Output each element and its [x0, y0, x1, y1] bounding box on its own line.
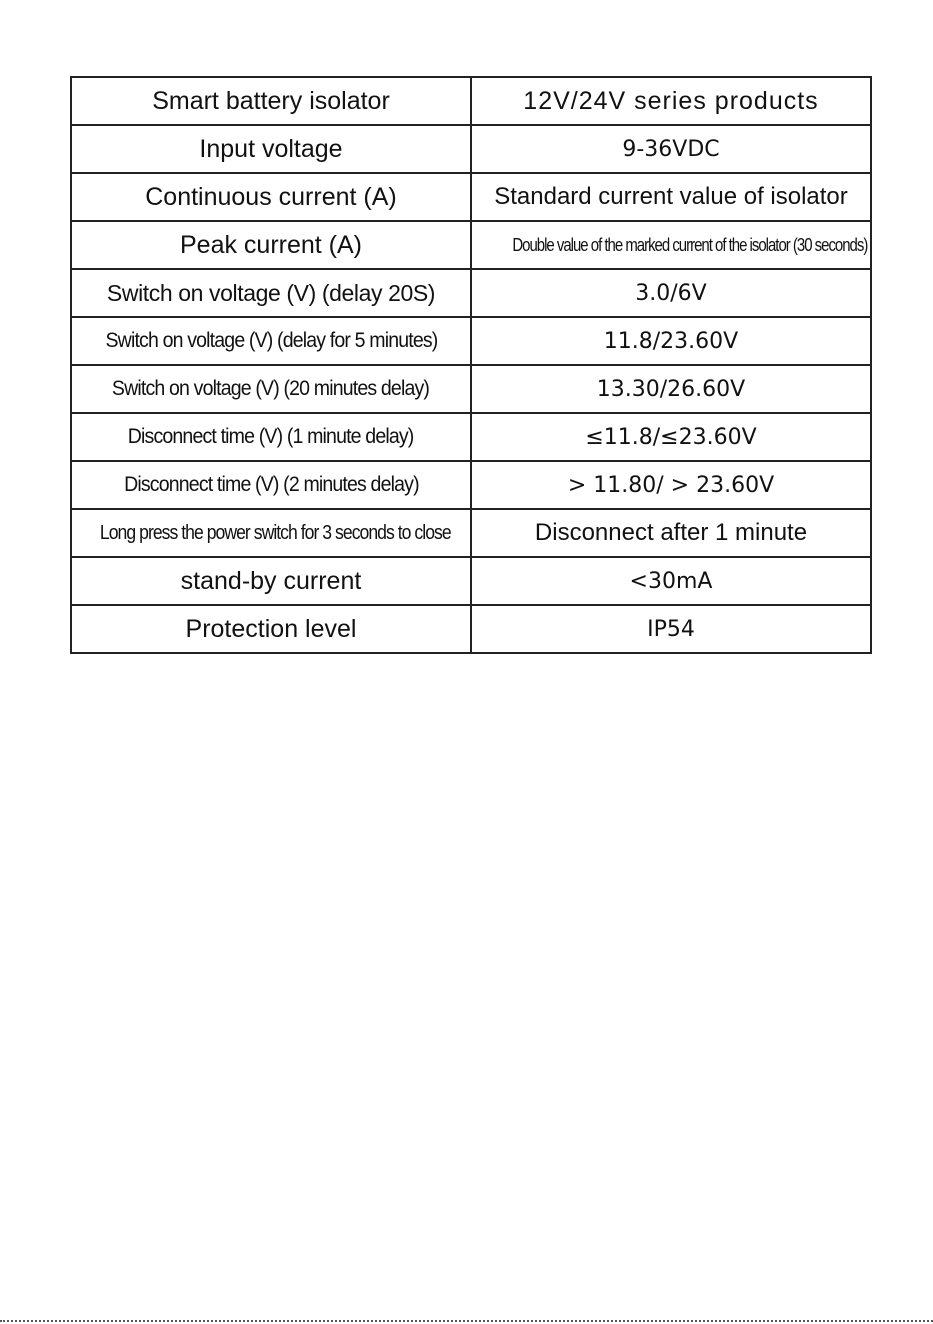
table-row [71, 77, 871, 125]
spec-value: > 11.80/ > 23.60V [567, 472, 775, 498]
spec-value: IP54 [647, 616, 695, 642]
spec-label-cell [71, 173, 471, 221]
table-row [71, 125, 871, 173]
spec-value-cell [471, 317, 871, 365]
spec-value: Disconnect after 1 minute [534, 519, 808, 546]
table-row [71, 461, 871, 509]
spec-label: Smart battery isolator [152, 86, 390, 115]
table-row [71, 509, 871, 557]
spec-value: Double value of the marked current of the isolator (30 seconds) [512, 234, 868, 255]
table-row [71, 317, 871, 365]
spec-value-cell [471, 173, 871, 221]
spec-value: ≤11.8/≤23.60V [585, 424, 757, 450]
spec-label: Protection level [185, 614, 357, 643]
spec-label: stand-by current [180, 566, 362, 595]
spec-label: Disconnect time (V) (2 minutes delay) [123, 473, 419, 496]
spec-value-cell [471, 365, 871, 413]
spec-label-cell [71, 125, 471, 173]
spec-label-cell [71, 605, 471, 653]
spec-label: Switch on voltage (V) (delay for 5 minutes) [105, 329, 437, 352]
spec-value: 3.0/6V [635, 280, 707, 306]
spec-label: Input voltage [199, 134, 343, 163]
spec-label: Peak current (A) [179, 230, 362, 259]
spec-label-cell [71, 221, 471, 269]
spec-value-cell [471, 461, 871, 509]
spec-label: Continuous current (A) [145, 182, 397, 211]
spec-value: 9-36VDC [622, 136, 720, 162]
spec-label-cell [71, 365, 471, 413]
table-row [71, 173, 871, 221]
spec-label-cell [71, 461, 471, 509]
spec-label-cell [71, 317, 471, 365]
table-row [71, 269, 871, 317]
spec-label-cell [71, 509, 471, 557]
spec-value: 11.8/23.60V [603, 328, 739, 354]
table-row [71, 605, 871, 653]
spec-value-cell [471, 413, 871, 461]
spec-label: Long press the power switch for 3 seconds to close [99, 521, 451, 544]
spec-label-cell [71, 77, 471, 125]
spec-value-cell [471, 221, 871, 269]
table-row [71, 557, 871, 605]
spec-label: Disconnect time (V) (1 minute delay) [128, 425, 414, 448]
spec-value-cell [471, 605, 871, 653]
spec-value-cell [471, 509, 871, 557]
spec-value: <30mA [629, 568, 713, 594]
table-row [71, 221, 871, 269]
spec-value-cell [471, 77, 871, 125]
spec-value-cell [471, 557, 871, 605]
table-row [71, 413, 871, 461]
spec-label: Switch on voltage (V) (20 minutes delay) [112, 377, 430, 400]
spec-label-cell [71, 557, 471, 605]
spec-value: 13.30/26.60V [596, 376, 746, 402]
spec-label-cell [71, 413, 471, 461]
spec-value: Standard current value of isolator [494, 183, 848, 210]
page-bottom-divider [0, 1320, 933, 1322]
spec-value: 12V/24V series products [523, 86, 819, 115]
spec-value-cell [471, 269, 871, 317]
table-row [71, 365, 871, 413]
spec-value-cell [471, 125, 871, 173]
spec-label-cell [71, 269, 471, 317]
spec-table [70, 76, 872, 654]
spec-label: Switch on voltage (V) (delay 20S) [106, 279, 436, 306]
